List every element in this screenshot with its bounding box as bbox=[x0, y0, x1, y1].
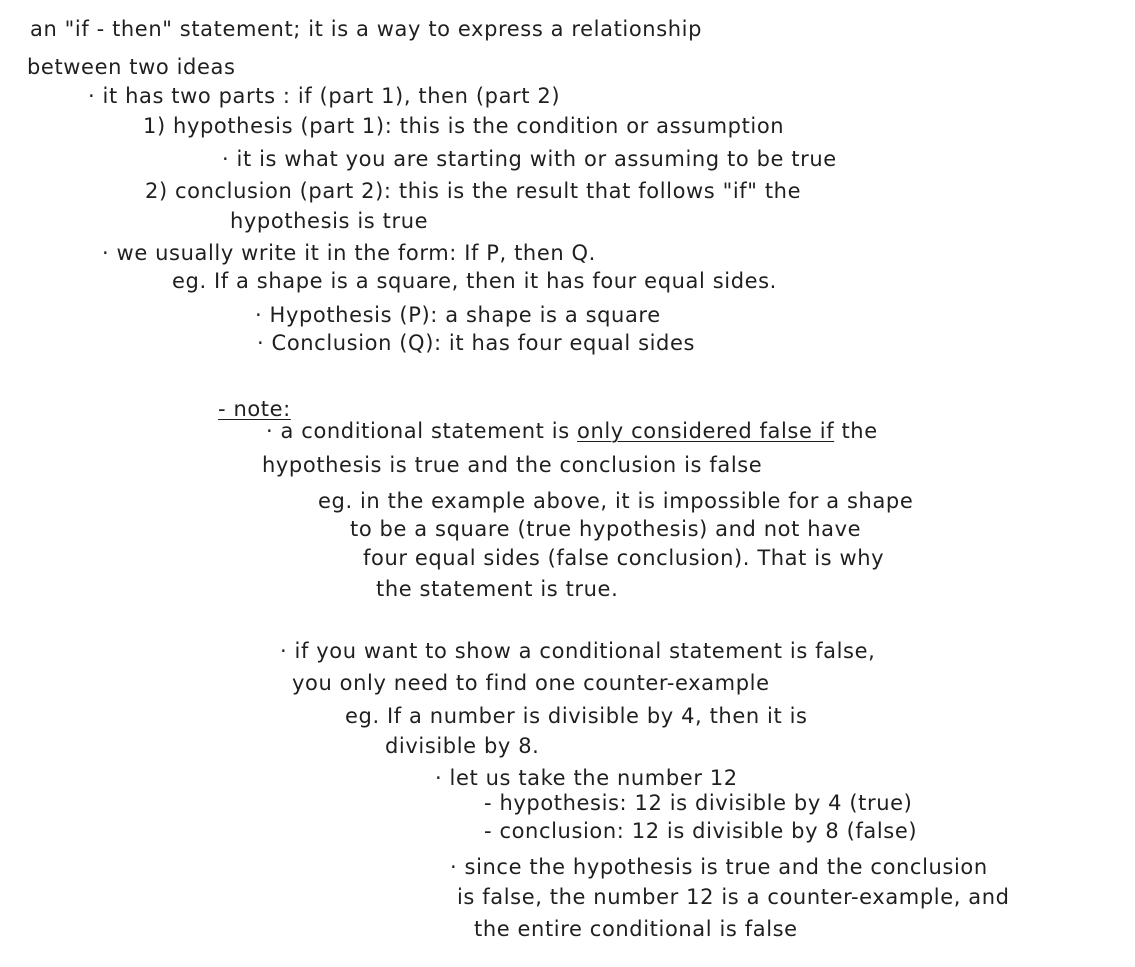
note-underlined-phrase: only considered false if bbox=[577, 419, 835, 443]
note-line-1-start: · a conditional statement is bbox=[266, 419, 578, 443]
example-1-conclusion: · Conclusion (Q): it has four equal sides bbox=[257, 331, 696, 355]
counter-example-line-1: · if you want to show a conditional statement is false, bbox=[280, 639, 876, 663]
intro-line-1: an "if - then" statement; it is a way to express a relationship bbox=[30, 17, 703, 41]
conclusion-12: - conclusion: 12 is divisible by 8 (false) bbox=[484, 819, 918, 843]
counter-example-eg-line-2: divisible by 8. bbox=[385, 734, 540, 758]
note-example-line-2: to be a square (true hypothesis) and not have bbox=[350, 517, 862, 541]
note-line-1 bbox=[266, 418, 878, 444]
hypothesis-12: - hypothesis: 12 is divisible by 4 (true) bbox=[484, 791, 913, 815]
hypothesis-subpoint: · it is what you are starting with or assuming to be true bbox=[222, 147, 837, 171]
note-label: - note: bbox=[218, 397, 291, 421]
parts-bullet: · it has two parts : if (part 1), then (part 2) bbox=[88, 84, 561, 108]
since-line-1: · since the hypothesis is true and the conclusion bbox=[450, 855, 988, 879]
since-line-3: the entire conditional is false bbox=[474, 917, 798, 941]
note-example-line-1: eg. in the example above, it is impossible for a shape bbox=[318, 489, 914, 513]
note-line-2: hypothesis is true and the conclusion is false bbox=[262, 453, 763, 477]
note-line-1-end: the bbox=[834, 419, 878, 443]
since-line-2: is false, the number 12 is a counter-example, and bbox=[457, 885, 1010, 909]
note-example-line-4: the statement is true. bbox=[376, 577, 619, 601]
take-number-12: · let us take the number 12 bbox=[435, 766, 738, 790]
hypothesis-definition: 1) hypothesis (part 1): this is the condition or assumption bbox=[143, 114, 785, 138]
example-1-hypothesis: · Hypothesis (P): a shape is a square bbox=[255, 303, 661, 327]
form-bullet: · we usually write it in the form: If P, then Q. bbox=[102, 241, 596, 265]
counter-example-eg-line-1: eg. If a number is divisible by 4, then it is bbox=[345, 704, 808, 728]
conclusion-definition-line-1: 2) conclusion (part 2): this is the result that follows "if" the bbox=[145, 179, 802, 203]
example-1: eg. If a shape is a square, then it has four equal sides. bbox=[172, 269, 777, 293]
note-example-line-3: four equal sides (false conclusion). That is why bbox=[363, 546, 885, 570]
counter-example-line-2: you only need to find one counter-example bbox=[292, 671, 770, 695]
conclusion-definition-line-2: hypothesis is true bbox=[230, 209, 429, 233]
intro-line-2: between two ideas bbox=[27, 55, 236, 79]
